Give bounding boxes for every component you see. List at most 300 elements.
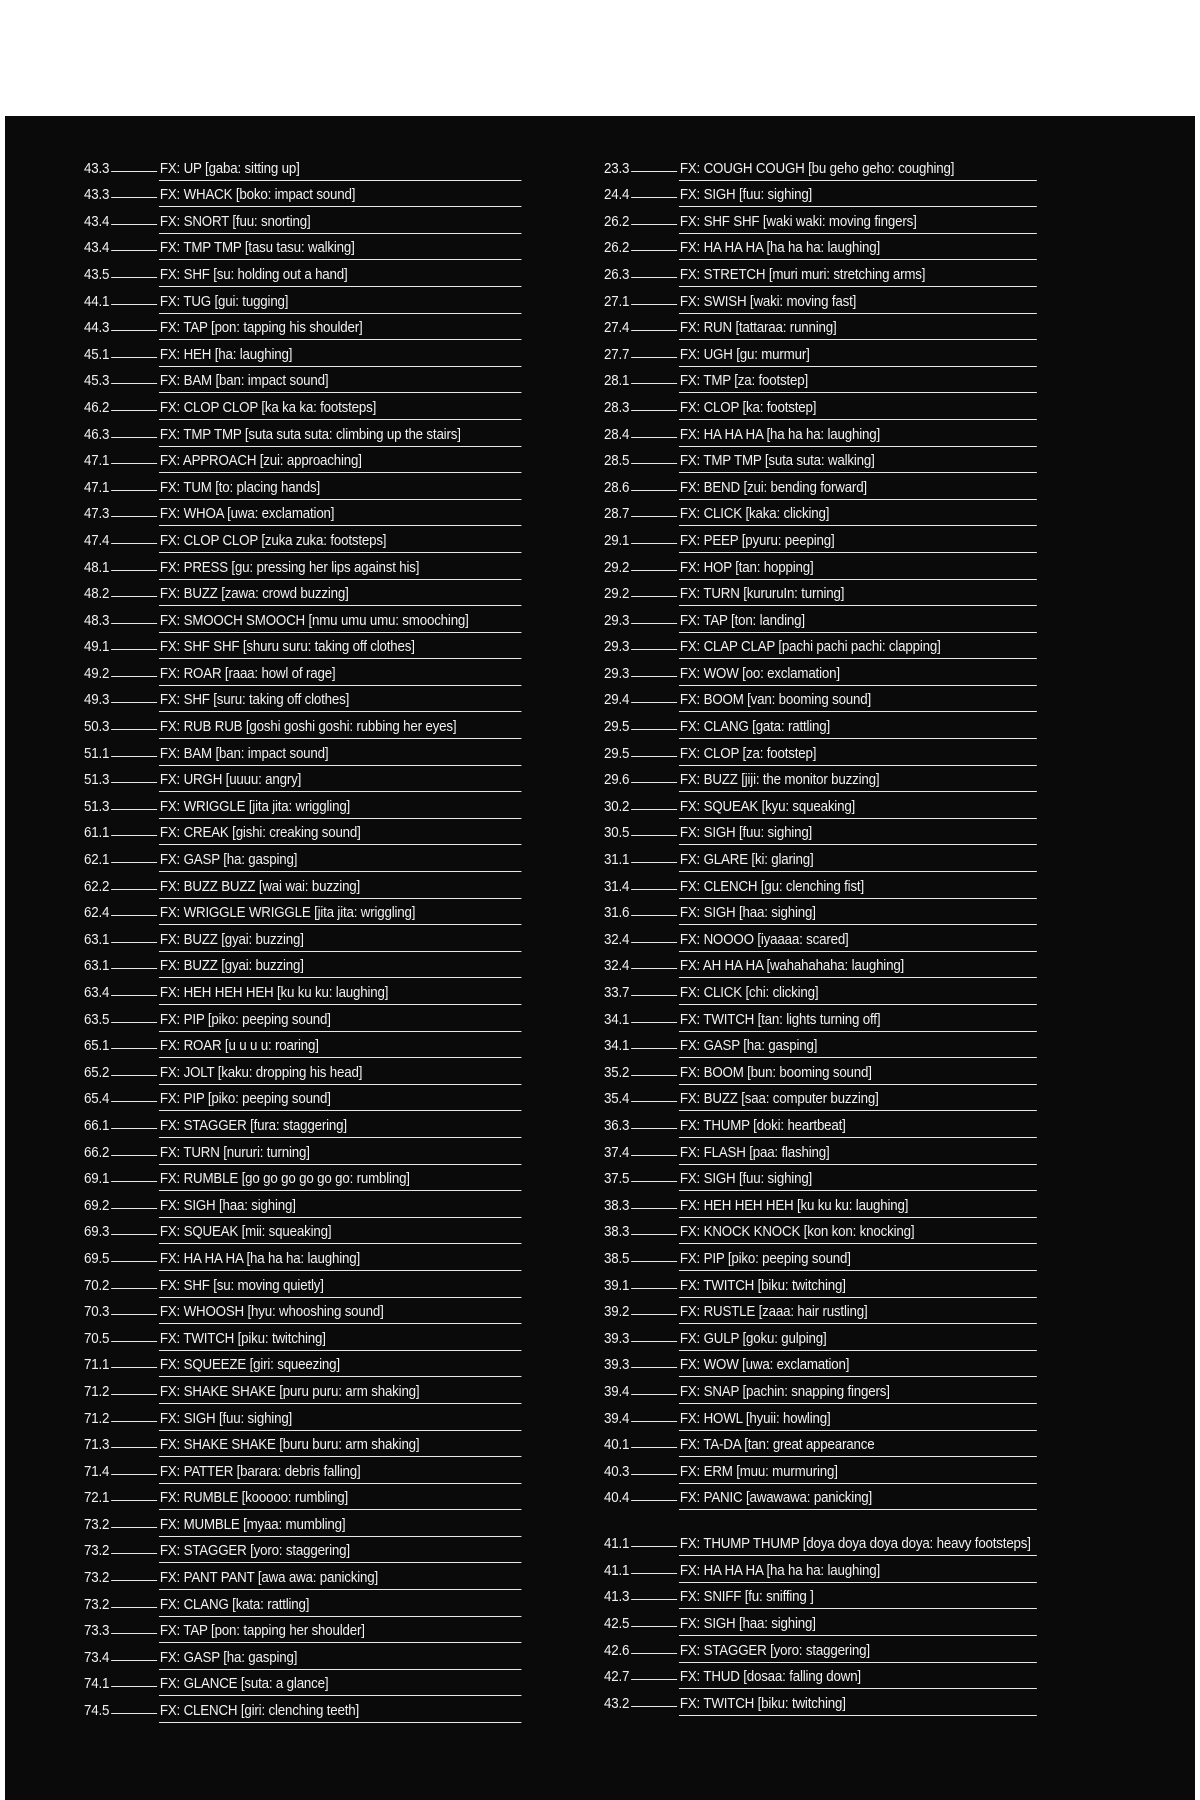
page-panel-ref: 29.3 [604, 665, 630, 682]
sfx-entry [78, 659, 521, 686]
page-panel-ref: 73.2 [84, 1543, 110, 1560]
sfx-entry [78, 1085, 521, 1112]
sfx-translation: FX: CLANG [gata: rattling] [679, 719, 1037, 739]
page-panel-ref: 43.3 [84, 187, 110, 204]
leader-line [631, 516, 677, 517]
leader-line [111, 1022, 157, 1023]
leader-line [631, 1474, 677, 1475]
leader-line [111, 330, 157, 331]
leader-line [631, 1208, 677, 1209]
leader-line [631, 1367, 677, 1368]
sfx-translation: FX: PIP [piko: peeping sound] [159, 1091, 521, 1111]
leader-line [631, 809, 677, 810]
page-panel-ref: 29.5 [604, 745, 630, 762]
leader-line [111, 1155, 157, 1156]
leader-line [111, 1686, 157, 1687]
sfx-translation: FX: BEND [zui: bending forward] [679, 480, 1037, 500]
page-panel-ref: 23.3 [604, 160, 630, 177]
page-panel-ref: 40.4 [604, 1490, 630, 1507]
page-panel-ref: 65.1 [84, 1038, 110, 1055]
sfx-translation: FX: GASP [ha: gasping] [159, 852, 521, 872]
sfx-entry [78, 1111, 521, 1138]
sfx-entry [598, 207, 1037, 234]
page-panel-ref: 34.1 [604, 1011, 630, 1028]
sfx-entry [598, 1377, 1037, 1404]
sfx-translation: FX: UGH [gu: murmur] [679, 347, 1037, 367]
sfx-translation: FX: GLARE [ki: glaring] [679, 852, 1037, 872]
sfx-entry [598, 792, 1037, 819]
leader-line [111, 809, 157, 810]
page-panel-ref: 66.2 [84, 1144, 110, 1161]
leader-line [111, 942, 157, 943]
sfx-translation: FX: HEH HEH HEH [ku ku ku: laughing] [159, 985, 521, 1005]
sfx-translation: FX: TWITCH [biku: twitching] [679, 1278, 1037, 1298]
sfx-translation: FX: PRESS [gu: pressing her lips against his] [159, 560, 521, 580]
sfx-translation: FX: HEH HEH HEH [ku ku ku: laughing] [679, 1198, 1037, 1218]
sfx-translation: FX: BOOM [bun: booming sound] [679, 1065, 1037, 1085]
leader-line [631, 1394, 677, 1395]
sfx-translation: FX: SQUEAK [kyu: squeaking] [679, 799, 1037, 819]
sfx-translation: FX: SMOOCH SMOOCH [nmu umu umu: smooching] [159, 613, 521, 633]
leader-line [111, 1474, 157, 1475]
page-panel-ref: 51.3 [84, 798, 110, 815]
sfx-entry [598, 340, 1037, 367]
sfx-entry [598, 1556, 1037, 1583]
sfx-entry [78, 1298, 521, 1325]
sfx-entry [598, 1324, 1037, 1351]
leader-line [631, 596, 677, 597]
sfx-translation: FX: RUMBLE [go go go go go go: rumbling] [159, 1171, 521, 1191]
sfx-entry [598, 1609, 1037, 1636]
leader-line [111, 676, 157, 677]
page-panel-ref: 38.3 [604, 1224, 630, 1241]
page-panel-ref: 31.1 [604, 852, 630, 869]
sfx-entry [598, 1005, 1037, 1032]
page-panel-ref: 44.1 [84, 293, 110, 310]
sfx-entry [598, 819, 1037, 846]
sfx-entry [78, 739, 521, 766]
sfx-translation: FX: SHF [suru: taking off clothes] [159, 692, 521, 712]
sfx-entry [78, 1271, 521, 1298]
leader-line [631, 782, 677, 783]
leader-line [111, 383, 157, 384]
leader-line [111, 250, 157, 251]
page-panel-ref: 29.1 [604, 532, 630, 549]
sfx-translation: FX: COUGH COUGH [bu geho geho: coughing] [679, 161, 1037, 181]
leader-line [631, 1288, 677, 1289]
leader-line [111, 915, 157, 916]
sfx-translation: FX: TA-DA [tan: great appearance [679, 1437, 1037, 1457]
leader-line [631, 1048, 677, 1049]
sfx-translation: FX: BUZZ [gyai: buzzing] [159, 932, 521, 952]
leader-line [631, 835, 677, 836]
page-panel-ref: 48.1 [84, 559, 110, 576]
sfx-entry [598, 899, 1037, 926]
sfx-translation: FX: SNIFF [fu: sniffing ] [679, 1589, 1037, 1609]
sfx-entry [78, 1643, 521, 1670]
page-panel-ref: 71.2 [84, 1410, 110, 1427]
page-panel-ref: 28.3 [604, 399, 630, 416]
leader-line [111, 1288, 157, 1289]
page-panel-ref: 70.3 [84, 1304, 110, 1321]
page-panel-ref: 71.3 [84, 1437, 110, 1454]
leader-line [111, 702, 157, 703]
sfx-translation: FX: TMP TMP [tasu tasu: walking] [159, 240, 521, 260]
page-panel-ref: 71.1 [84, 1357, 110, 1374]
sfx-translation: FX: TWITCH [biku: twitching] [679, 1696, 1037, 1716]
leader-line [111, 516, 157, 517]
sfx-entry [598, 712, 1037, 739]
page-panel-ref: 47.3 [84, 506, 110, 523]
page-panel-ref: 32.4 [604, 958, 630, 975]
page-panel-ref: 72.1 [84, 1490, 110, 1507]
sfx-entry [78, 207, 521, 234]
page-panel-ref: 62.2 [84, 878, 110, 895]
leader-line [111, 410, 157, 411]
sfx-translation: FX: ERM [muu: murmuring] [679, 1464, 1037, 1484]
page-panel-ref: 47.1 [84, 479, 110, 496]
leader-line [111, 1075, 157, 1076]
sfx-entry [78, 766, 521, 793]
sfx-translation: FX: CLICK [chi: clicking] [679, 985, 1037, 1005]
page-panel-ref: 29.3 [604, 639, 630, 656]
page-panel-ref: 39.3 [604, 1357, 630, 1374]
page-panel-ref: 42.6 [604, 1642, 630, 1659]
sfx-entry [78, 367, 521, 394]
leader-line [631, 1101, 677, 1102]
leader-line [111, 570, 157, 571]
sfx-entry [598, 1191, 1037, 1218]
leader-line [111, 437, 157, 438]
page-panel-ref: 43.2 [604, 1695, 630, 1712]
sfx-entry [78, 526, 521, 553]
page-panel-ref: 31.6 [604, 905, 630, 922]
sfx-translation: FX: SIGH [fuu: sighing] [679, 1171, 1037, 1191]
sfx-translation: FX: TUG [gui: tugging] [159, 294, 521, 314]
page-panel-ref: 46.2 [84, 399, 110, 416]
sfx-translation: FX: SIGH [haa: sighing] [679, 905, 1037, 925]
page-panel-ref: 69.1 [84, 1171, 110, 1188]
sfx-entry [598, 872, 1037, 899]
sfx-entry [78, 1590, 521, 1617]
page-panel-ref: 30.2 [604, 798, 630, 815]
sfx-entry [598, 1484, 1037, 1511]
sfx-translation: FX: WOW [oo: exclamation] [679, 666, 1037, 686]
sfx-translation: FX: TURN [kururuIn: turning] [679, 586, 1037, 606]
sfx-translation: FX: HEH [ha: laughing] [159, 347, 521, 367]
page-panel-ref: 44.3 [84, 320, 110, 337]
leader-line [631, 1679, 677, 1680]
leader-line [631, 1573, 677, 1574]
leader-line [631, 197, 677, 198]
sfx-entry [78, 686, 521, 713]
sfx-translation: FX: THUMP [doki: heartbeat] [679, 1118, 1037, 1138]
page-panel-ref: 40.3 [604, 1463, 630, 1480]
leader-line [631, 862, 677, 863]
page-panel-ref: 26.2 [604, 240, 630, 257]
sfx-entry [78, 1670, 521, 1697]
sfx-entry [78, 1457, 521, 1484]
sfx-entry [598, 1111, 1037, 1138]
page-panel-ref: 42.5 [604, 1616, 630, 1633]
left-column [78, 154, 524, 1723]
leader-line [111, 1713, 157, 1714]
page-panel-ref: 62.4 [84, 905, 110, 922]
sfx-entry [78, 952, 521, 979]
sfx-entry [598, 633, 1037, 660]
leader-line [631, 1261, 677, 1262]
page-panel-ref: 28.5 [604, 453, 630, 470]
sfx-entry [78, 978, 521, 1005]
leader-line [631, 1314, 677, 1315]
leader-line [631, 383, 677, 384]
leader-line [111, 1208, 157, 1209]
page-panel-ref: 63.1 [84, 931, 110, 948]
page-panel-ref: 34.1 [604, 1038, 630, 1055]
page-panel-ref: 48.3 [84, 612, 110, 629]
sfx-translation: FX: SHAKE SHAKE [buru buru: arm shaking] [159, 1437, 521, 1457]
page-panel-ref: 27.1 [604, 293, 630, 310]
page-panel-ref: 37.5 [604, 1171, 630, 1188]
leader-line [631, 543, 677, 544]
page-panel-ref: 49.2 [84, 665, 110, 682]
leader-line [111, 968, 157, 969]
sfx-translation: FX: STAGGER [fura: staggering] [159, 1118, 521, 1138]
page-panel-ref: 39.3 [604, 1330, 630, 1347]
page-panel-ref: 46.3 [84, 426, 110, 443]
sfx-translation: FX: SWISH [waki: moving fast] [679, 294, 1037, 314]
leader-line [111, 1394, 157, 1395]
page-panel-ref: 42.7 [604, 1669, 630, 1686]
leader-line [631, 623, 677, 624]
sfx-translation: FX: APPROACH [zui: approaching] [159, 453, 521, 473]
page-panel-ref: 69.2 [84, 1197, 110, 1214]
sfx-entry [78, 393, 521, 420]
leader-line [111, 623, 157, 624]
sfx-entry [598, 580, 1037, 607]
leader-line [631, 437, 677, 438]
sfx-entry [598, 447, 1037, 474]
sfx-entry [598, 1298, 1037, 1325]
leader-line [111, 1553, 157, 1554]
sfx-entry [78, 1218, 521, 1245]
sfx-entry [78, 792, 521, 819]
page-panel-ref: 28.7 [604, 506, 630, 523]
leader-line [631, 756, 677, 757]
sfx-translation: FX: HA HA HA [ha ha ha: laughing] [159, 1251, 521, 1271]
sfx-entry [598, 606, 1037, 633]
sfx-translation: FX: CLICK [kaka: clicking] [679, 506, 1037, 526]
sfx-translation: FX: HA HA HA [ha ha ha: laughing] [679, 427, 1037, 447]
sfx-entry [78, 633, 521, 660]
sfx-translation: FX: WOW [uwa: exclamation] [679, 1357, 1037, 1377]
page-panel-ref: 62.1 [84, 852, 110, 869]
page-panel-ref: 41.3 [604, 1589, 630, 1606]
leader-line [631, 1599, 677, 1600]
sfx-entry [598, 1085, 1037, 1112]
sfx-translation: FX: WHOOSH [hyu: whooshing sound] [159, 1304, 521, 1324]
sfx-entry [598, 526, 1037, 553]
leader-line [111, 277, 157, 278]
sfx-entry [78, 899, 521, 926]
page-panel-ref: 50.3 [84, 719, 110, 736]
leader-line [111, 1421, 157, 1422]
sfx-entry [598, 1663, 1037, 1690]
sfx-translation: FX: KNOCK KNOCK [kon kon: knocking] [679, 1224, 1037, 1244]
leader-line [631, 250, 677, 251]
page-panel-ref: 35.4 [604, 1091, 630, 1108]
sfx-translation: FX: WHACK [boko: impact sound] [159, 187, 521, 207]
page-panel-ref: 48.2 [84, 586, 110, 603]
page-panel-ref: 29.3 [604, 612, 630, 629]
sfx-translation: FX: TAP [ton: landing] [679, 613, 1037, 633]
sfx-entry [78, 872, 521, 899]
sfx-entry [78, 1431, 521, 1458]
leader-line [111, 357, 157, 358]
sfx-translation: FX: THUD [dosaa: falling down] [679, 1669, 1037, 1689]
sfx-translation: FX: STAGGER [yoro: staggering] [159, 1543, 521, 1563]
sfx-translation: FX: CLOP [ka: footstep] [679, 400, 1037, 420]
sfx-translation: FX: MUMBLE [myaa: mumbling] [159, 1517, 521, 1537]
page-panel-ref: 38.5 [604, 1250, 630, 1267]
sfx-translation: FX: SNORT [fuu: snorting] [159, 214, 521, 234]
sfx-translation: FX: WRIGGLE [jita jita: wriggling] [159, 799, 521, 819]
sfx-entry [598, 1636, 1037, 1663]
sfx-entry [78, 1563, 521, 1590]
sfx-translation: FX: AH HA HA [wahahahaha: laughing] [679, 958, 1037, 978]
page-panel-ref: 51.3 [84, 772, 110, 789]
sfx-translation: FX: RUN [tattaraa: running] [679, 320, 1037, 340]
leader-line [111, 1234, 157, 1235]
sfx-translation: FX: GASP [ha: gasping] [679, 1038, 1037, 1058]
sfx-translation: FX: JOLT [kaku: dropping his head] [159, 1065, 521, 1085]
sfx-translation: FX: CLOP CLOP [zuka zuka: footsteps] [159, 533, 521, 553]
leader-line [631, 676, 677, 677]
sfx-translation: FX: BAM [ban: impact sound] [159, 373, 521, 393]
sfx-entry [598, 1165, 1037, 1192]
sfx-translation: FX: RUSTLE [zaaa: hair rustling] [679, 1304, 1037, 1324]
leader-line [631, 1155, 677, 1156]
page-panel-ref: 61.1 [84, 825, 110, 842]
sfx-translation: FX: PANIC [awawawa: panicking] [679, 1490, 1037, 1510]
leader-line [111, 1048, 157, 1049]
page-panel-ref: 74.1 [84, 1676, 110, 1693]
leader-line [111, 596, 157, 597]
page-panel-ref: 70.2 [84, 1277, 110, 1294]
sfx-entry [598, 287, 1037, 314]
sfx-translation: FX: BUZZ [gyai: buzzing] [159, 958, 521, 978]
leader-line [631, 1181, 677, 1182]
sfx-translation: FX: CLOP CLOP [ka ka ka: footsteps] [159, 400, 521, 420]
sfx-entry [598, 1271, 1037, 1298]
sfx-entry [78, 1377, 521, 1404]
sfx-entry [598, 766, 1037, 793]
sfx-translation: FX: CLANG [kata: rattling] [159, 1597, 521, 1617]
sfx-entry [598, 553, 1037, 580]
sfx-entry [78, 1244, 521, 1271]
sfx-translation: FX: TURN [nururi: turning] [159, 1145, 521, 1165]
page-panel-ref: 73.2 [84, 1596, 110, 1613]
leader-line [111, 1367, 157, 1368]
sfx-translation: FX: BUZZ BUZZ [wai wai: buzzing] [159, 879, 521, 899]
leader-line [631, 995, 677, 996]
page-panel-ref: 70.5 [84, 1330, 110, 1347]
sfx-translation: FX: UP [gaba: sitting up] [159, 161, 521, 181]
page-panel-ref: 26.3 [604, 266, 630, 283]
sfx-entry [598, 1218, 1037, 1245]
leader-line [631, 171, 677, 172]
leader-line [111, 995, 157, 996]
page-panel-ref: 71.4 [84, 1463, 110, 1480]
page-panel-ref: 27.7 [604, 346, 630, 363]
page-panel-ref: 28.1 [604, 373, 630, 390]
sfx-entry [598, 181, 1037, 208]
leader-line [631, 490, 677, 491]
sfx-entry [78, 1484, 521, 1511]
page-panel-ref: 39.4 [604, 1383, 630, 1400]
page-panel-ref: 28.6 [604, 479, 630, 496]
sfx-translation: FX: URGH [uuuu: angry] [159, 772, 521, 792]
sfx-entry [78, 154, 521, 181]
sfx-translation: FX: TUM [to: placing hands] [159, 480, 521, 500]
leader-line [111, 1261, 157, 1262]
sfx-translation: FX: SIGH [haa: sighing] [679, 1616, 1037, 1636]
sfx-entry [78, 1005, 521, 1032]
leader-line [631, 1022, 677, 1023]
sfx-translation: FX: HOWL [hyuii: howling] [679, 1411, 1037, 1431]
sfx-translation: FX: PIP [piko: peeping sound] [679, 1251, 1037, 1271]
sfx-entry [78, 1404, 521, 1431]
sfx-entry [598, 1404, 1037, 1431]
leader-line [111, 1341, 157, 1342]
sfx-translation: FX: RUMBLE [kooooo: rumbling] [159, 1490, 521, 1510]
leader-line [111, 835, 157, 836]
leader-line [111, 1128, 157, 1129]
page-panel-ref: 28.4 [604, 426, 630, 443]
sfx-entry [598, 500, 1037, 527]
sfx-entry [78, 234, 521, 261]
leader-line [111, 1633, 157, 1634]
page-panel-ref: 63.4 [84, 985, 110, 1001]
sfx-translation: FX: SIGH [fuu: sighing] [679, 187, 1037, 207]
leader-line [631, 304, 677, 305]
sfx-translation: FX: TWITCH [tan: lights turning off] [679, 1012, 1037, 1032]
sfx-translation: FX: CLENCH [gu: clenching fist] [679, 879, 1037, 899]
leader-line [111, 490, 157, 491]
leader-line [111, 1314, 157, 1315]
leader-line [631, 889, 677, 890]
sfx-translation: FX: SHF [su: moving quietly] [159, 1278, 521, 1298]
sfx-translation: FX: SQUEEZE [giri: squeezing] [159, 1357, 521, 1377]
leader-line [111, 224, 157, 225]
page-panel-ref: 29.2 [604, 559, 630, 576]
sfx-translation: FX: BUZZ [saa: computer buzzing] [679, 1091, 1037, 1111]
leader-line [111, 756, 157, 757]
sfx-translation: FX: TAP [pon: tapping his shoulder] [159, 320, 521, 340]
page-panel-ref: 73.4 [84, 1649, 110, 1666]
sfx-translation: FX: BAM [ban: impact sound] [159, 746, 521, 766]
page-panel-ref: 49.3 [84, 692, 110, 709]
sfx-translation: FX: SQUEAK [mii: squeaking] [159, 1224, 521, 1244]
leader-line [111, 1101, 157, 1102]
page-panel-ref: 63.5 [84, 1011, 110, 1028]
leader-line [111, 1527, 157, 1528]
page-panel-ref: 43.3 [84, 160, 110, 177]
sfx-entry [598, 1510, 1037, 1556]
sfx-translation: FX: TMP [za: footstep] [679, 373, 1037, 393]
page-panel-ref: 73.3 [84, 1623, 110, 1640]
leader-line [111, 729, 157, 730]
